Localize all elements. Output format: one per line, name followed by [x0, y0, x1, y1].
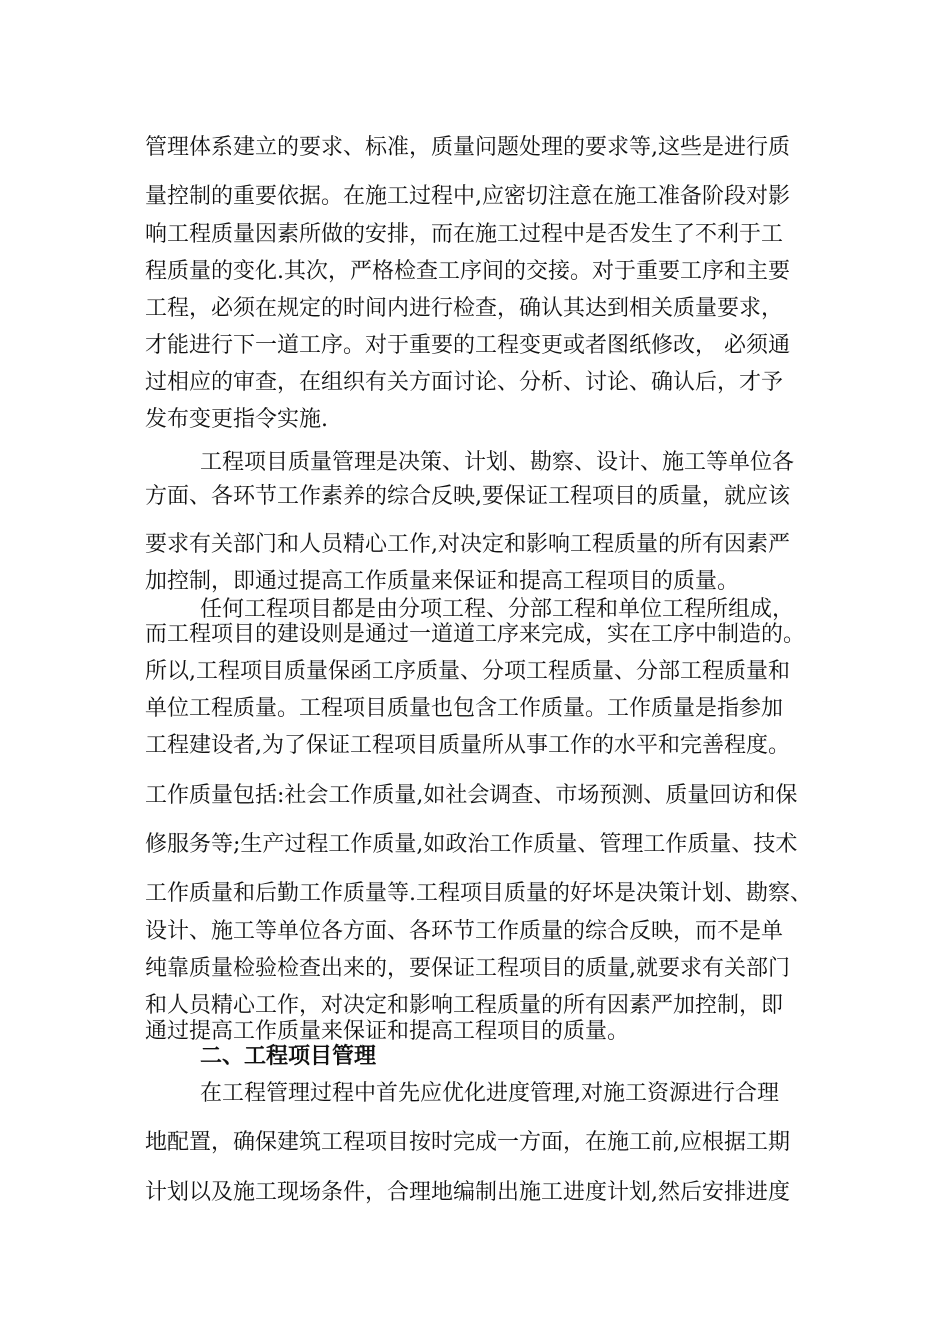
text-line: 纯靠质量检验检查出来的，要保证工程项目的质量,就要求有关部门	[145, 956, 790, 981]
paragraph-first-line: 工程项目质量管理是决策、计划、勘察、设计、施工等单位各	[200, 450, 795, 475]
text-line: 管理体系建立的要求、标准，质量问题处理的要求等,这些是进行质	[145, 135, 790, 160]
text-line: 工程建设者,为了保证工程项目质量所从事工作的水平和完善程度。	[145, 733, 790, 758]
text-line: 单位工程质量。工程项目质量也包含工作质量。工作质量是指参加	[145, 696, 784, 721]
text-line: 修服务等;生产过程工作质量,如政治工作质量、管理工作质量、技术	[145, 832, 798, 857]
text-line: 通过提高工作质量来保证和提高工程项目的质量。	[145, 1019, 630, 1044]
text-line: 方面、各环节工作素养的综合反映,要保证工程项目的质量，就应该	[145, 484, 790, 509]
text-line: 发布变更指令实施.	[145, 407, 328, 432]
text-line: 和人员精心工作，对决定和影响工程质量的所有因素严加控制，即	[145, 993, 784, 1018]
text-line: 要求有关部门和人员精心工作,对决定和影响工程质量的所有因素严	[145, 532, 790, 557]
paragraph-first-line: 在工程管理过程中首先应优化进度管理,对施工资源进行合理	[200, 1081, 779, 1106]
section-heading: 二、工程项目管理	[200, 1044, 377, 1069]
text-line: 地配置，确保建筑工程项目按时完成一方面，在施工前,应根据工期	[145, 1130, 790, 1155]
text-line: 计划以及施工现场条件，合理地编制出施工进度计划,然后安排进度	[145, 1180, 790, 1205]
text-line: 设计、施工等单位各方面、各环节工作质量的综合反映，而不是单	[145, 919, 784, 944]
text-line: 而工程项目的建设则是通过一道道工序来完成，实在工序中制造的。	[145, 622, 806, 647]
text-line: 工程，必须在规定的时间内进行检查，确认其达到相关质量要求，	[145, 296, 784, 321]
text-line: 量控制的重要依据。在施工过程中,应密切注意在施工准备阶段对影	[145, 184, 790, 209]
text-line: 才能进行下一道工序。对于重要的工程变更或者图纸修改， 必须通	[145, 333, 790, 358]
text-line: 响工程质量因素所做的安排，而在施工过程中是否发生了不利于工	[145, 222, 784, 247]
text-line: 所以,工程项目质量保函工序质量、分项工程质量、分部工程质量和	[145, 659, 790, 684]
text-line: 程质量的变化.其次，严格检查工序间的交接。对于重要工序和主要	[145, 259, 790, 284]
paragraph-first-line: 任何工程项目都是由分项工程、分部工程和单位工程所组成，	[200, 597, 795, 622]
text-line: 工作质量包括:社会工作质量,如社会调查、市场预测、质量回访和保	[145, 783, 798, 808]
text-line: 过相应的审查，在组织有关方面讨论、分析、讨论、确认后，才予	[145, 370, 784, 395]
text-line: 工作质量和后勤工作质量等.工程项目质量的好坏是决策计划、勘察、	[145, 881, 812, 906]
text-line: 加控制，即通过提高工作质量来保证和提高工程项目的质量。	[145, 569, 740, 594]
